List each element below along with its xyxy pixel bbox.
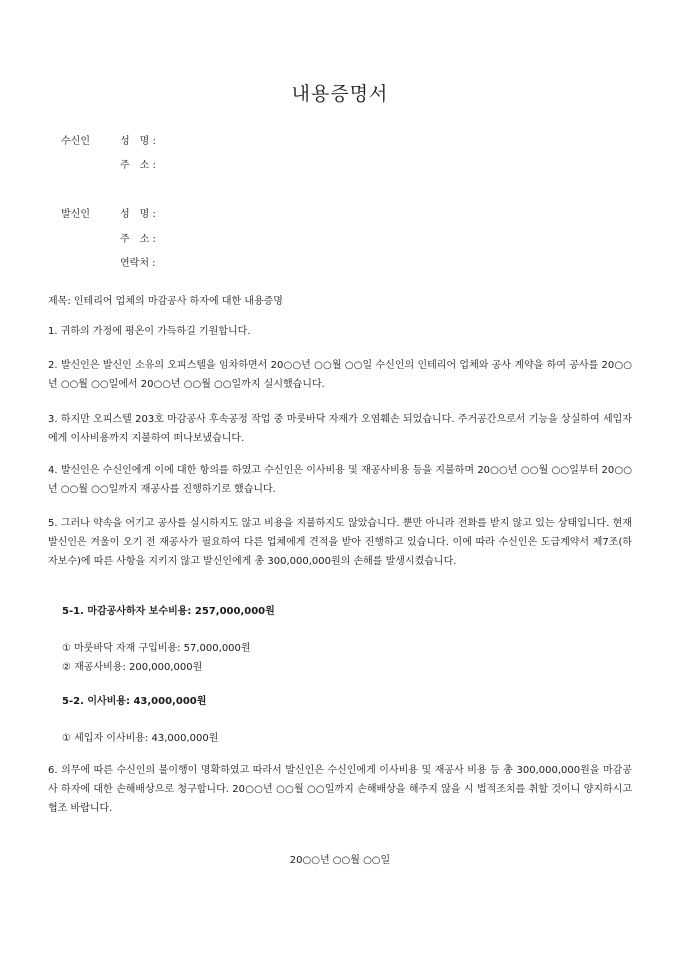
- sender-address-label: 주 소 :: [120, 234, 156, 245]
- section-5-2-item-1: ① 세입자 이사비용: 43,000,000원: [62, 733, 219, 744]
- sender-name-label: 성 명 :: [120, 209, 156, 220]
- paragraph-5: 5. 그러나 약속을 어기고 공사를 실시하지도 않고 비용을 지불하지도 않았습니다. 뿐만 아니라 전화를 받지 않고 있는 상태입니다. 현재 발신인은 겨울이 오기 전 재공사가 필요하여 다른 업체에게 견적을 받아 진행하고 있습니다. 이에 따라 수신인은 도급계약서 제7조(하자보수)에 따른 사항을 지키지 않고 발신인에게 총 300,000,000원의 손해를 발생시켰습니다.: [48, 518, 632, 567]
- document-date: 20○○년 ○○월 ○○일: [289, 855, 391, 866]
- recipient-name-label: 성 명 :: [120, 136, 156, 147]
- sender-heading: 발신인: [61, 209, 90, 220]
- subject-line: 제목: 인테리어 업체의 마감공사 하자에 대한 내용증명: [48, 296, 283, 307]
- document-title: 내용증명서: [291, 82, 389, 105]
- paragraph-2: 2. 발신인은 발신인 소유의 오피스텔을 임차하면서 20○○년 ○○월 ○○일 수신인의 인테리어 업체와 공사 계약을 하여 공사를 20○○년 ○○월 ○○일에서 20○○년 ○○월 ○○일까지 실시했습니다.: [48, 360, 632, 390]
- recipient-address-label: 주 소 :: [120, 160, 156, 171]
- paragraph-4: 4. 발신인은 수신인에게 이에 대한 항의를 하였고 수신인은 이사비용 및 재공사비용 등을 지불하며 20○○년 ○○월 ○○일부터 20○○년 ○○월 ○○일까지 재공사를 진행하기로 했습니다.: [48, 465, 632, 495]
- section-5-1-item-1: ① 마룻바닥 자재 구입비용: 57,000,000원: [62, 643, 251, 654]
- paragraph-6: 6. 의무에 따른 수신인의 불이행이 명확하였고 따라서 발신인은 수신인에게 이사비용 및 재공사 비용 등 총 300,000,000원을 마감공사 하자에 대한 손해배상으로 청구합니다. 20○○년 ○○월 ○○일까지 손해배상을 해주지 않을 시 법적조치를 취할 것이니 양지하시고 협조 바랍니다.: [48, 765, 632, 814]
- section-5-1-heading: 5-1. 마감공사하자 보수비용: 257,000,000원: [62, 606, 275, 617]
- section-5-1-item-2: ② 재공사비용: 200,000,000원: [62, 662, 203, 673]
- paragraph-3: 3. 하지만 오피스텔 203호 마감공사 후속공정 작업 중 마룻바닥 자재가 오염훼손 되었습니다. 주거공간으로서 기능을 상실하여 세입자에게 이사비용까지 지불하여 떠나보냈습니다.: [48, 414, 632, 444]
- recipient-heading: 수신인: [61, 136, 90, 147]
- paragraph-1: 1. 귀하의 가정에 평온이 가득하길 기원합니다.: [48, 326, 251, 337]
- section-5-2-heading: 5-2. 이사비용: 43,000,000원: [62, 696, 207, 707]
- sender-contact-label: 연락처 :: [120, 258, 156, 269]
